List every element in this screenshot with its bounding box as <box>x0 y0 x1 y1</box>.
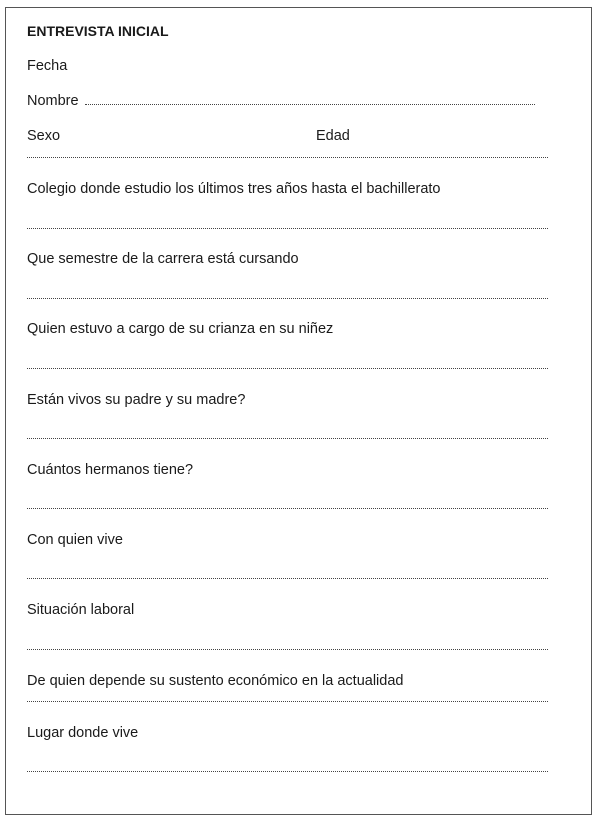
form-frame <box>5 7 592 815</box>
answer-line-colegio[interactable] <box>27 228 548 229</box>
nombre-fill-line[interactable] <box>85 104 535 105</box>
answer-line-semestre[interactable] <box>27 298 548 299</box>
fecha-label: Fecha <box>27 58 68 74</box>
answer-line-sustento[interactable] <box>27 701 548 702</box>
question-sustento: De quien depende su sustento económico en la actualidad <box>27 673 404 689</box>
answer-line-lugar[interactable] <box>27 771 548 772</box>
form-title: ENTREVISTA INICIAL <box>27 23 169 39</box>
answer-line-padres[interactable] <box>27 438 548 439</box>
question-semestre: Que semestre de la carrera está cursando <box>27 251 299 267</box>
question-con-quien-vive: Con quien vive <box>27 532 123 548</box>
answer-line-hermanos[interactable] <box>27 508 548 509</box>
question-crianza: Quien estuvo a cargo de su crianza en su niñez <box>27 321 334 337</box>
answer-line-con-quien-vive[interactable] <box>27 578 548 579</box>
question-lugar: Lugar donde vive <box>27 725 139 741</box>
question-hermanos: Cuántos hermanos tiene? <box>27 462 194 478</box>
question-colegio: Colegio donde estudio los últimos tres años hasta el bachillerato <box>27 181 441 197</box>
question-padres: Están vivos su padre y su madre? <box>27 392 246 408</box>
sexo-label: Sexo <box>27 128 61 144</box>
nombre-label: Nombre <box>27 93 79 109</box>
answer-line-crianza[interactable] <box>27 368 548 369</box>
answer-line-situacion-laboral[interactable] <box>27 649 548 650</box>
sexo-edad-fill-line[interactable] <box>27 157 548 158</box>
edad-label: Edad <box>316 128 350 144</box>
question-situacion-laboral: Situación laboral <box>27 602 135 618</box>
